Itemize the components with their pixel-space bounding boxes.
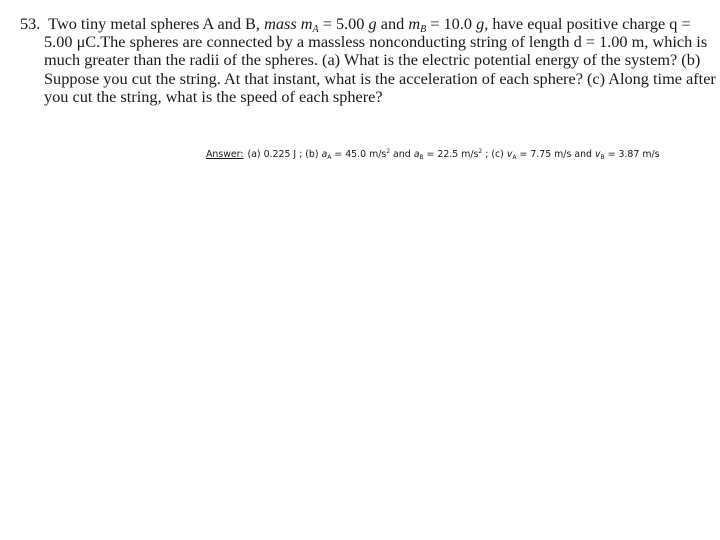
and-word-1: and — [390, 149, 414, 160]
answer-part-a: (a) 0.225 J ; (b) — [247, 149, 319, 160]
problem-line-1 — [20, 15, 700, 33]
speed-a-value: = 7.75 m/s — [519, 149, 572, 160]
speed-b-subscript: B — [600, 154, 605, 161]
mass-b-subscript: B — [420, 24, 427, 35]
answer-line — [206, 149, 660, 161]
and-word: and — [380, 14, 405, 33]
accel-b-symbol: a — [413, 149, 420, 160]
mass-b-value: = 10.0 — [430, 14, 473, 33]
problem-text: Two tiny metal spheres A and B, — [48, 14, 260, 33]
answer-part-c: ; (c) — [482, 149, 504, 160]
accel-b-exponent: 2 — [478, 148, 483, 155]
problem-number: 53. — [20, 14, 41, 33]
mass-a-value: = 5.00 — [322, 14, 365, 33]
mass-a-subscript: A — [312, 24, 319, 35]
accel-a-exponent: 2 — [386, 148, 391, 155]
mass-b-unit: g — [476, 14, 485, 33]
speed-a-subscript: A — [512, 154, 517, 161]
answer-label: Answer: — [206, 149, 244, 160]
mass-a-symbol: m — [300, 14, 313, 33]
problem-text-tail: , have equal positive charge q = — [484, 14, 691, 33]
and-word-2: and — [571, 149, 595, 160]
accel-b-subscript: B — [419, 154, 424, 161]
mass-a-unit: g — [368, 14, 377, 33]
accel-a-symbol: a — [321, 149, 328, 160]
accel-a-subscript: A — [327, 154, 332, 161]
accel-a-value: = 45.0 m/s — [334, 149, 387, 160]
mass-word: mass — [264, 14, 297, 33]
problem-line-3: much greater than the radii of the spheres. (a) What is the electric potential energy of the system? (b) — [44, 50, 701, 70]
speed-a-symbol: v — [506, 149, 513, 160]
problem-line-5: you cut the string, what is the speed of each sphere? — [44, 86, 383, 106]
accel-b-value: = 22.5 m/s — [426, 149, 479, 160]
problem-line-4: Suppose you cut the string. At that instant, what is the acceleration of each sphere? (c) Along time after — [44, 68, 716, 88]
mass-b-symbol: m — [408, 14, 421, 33]
problem-line-2: 5.00 μC.The spheres are connected by a massless nonconducting string of length d = 1.00 m, which is — [44, 32, 708, 52]
speed-b-symbol: v — [594, 149, 601, 160]
problem-statement — [20, 14, 716, 106]
speed-b-value: = 3.87 m/s — [607, 149, 660, 160]
